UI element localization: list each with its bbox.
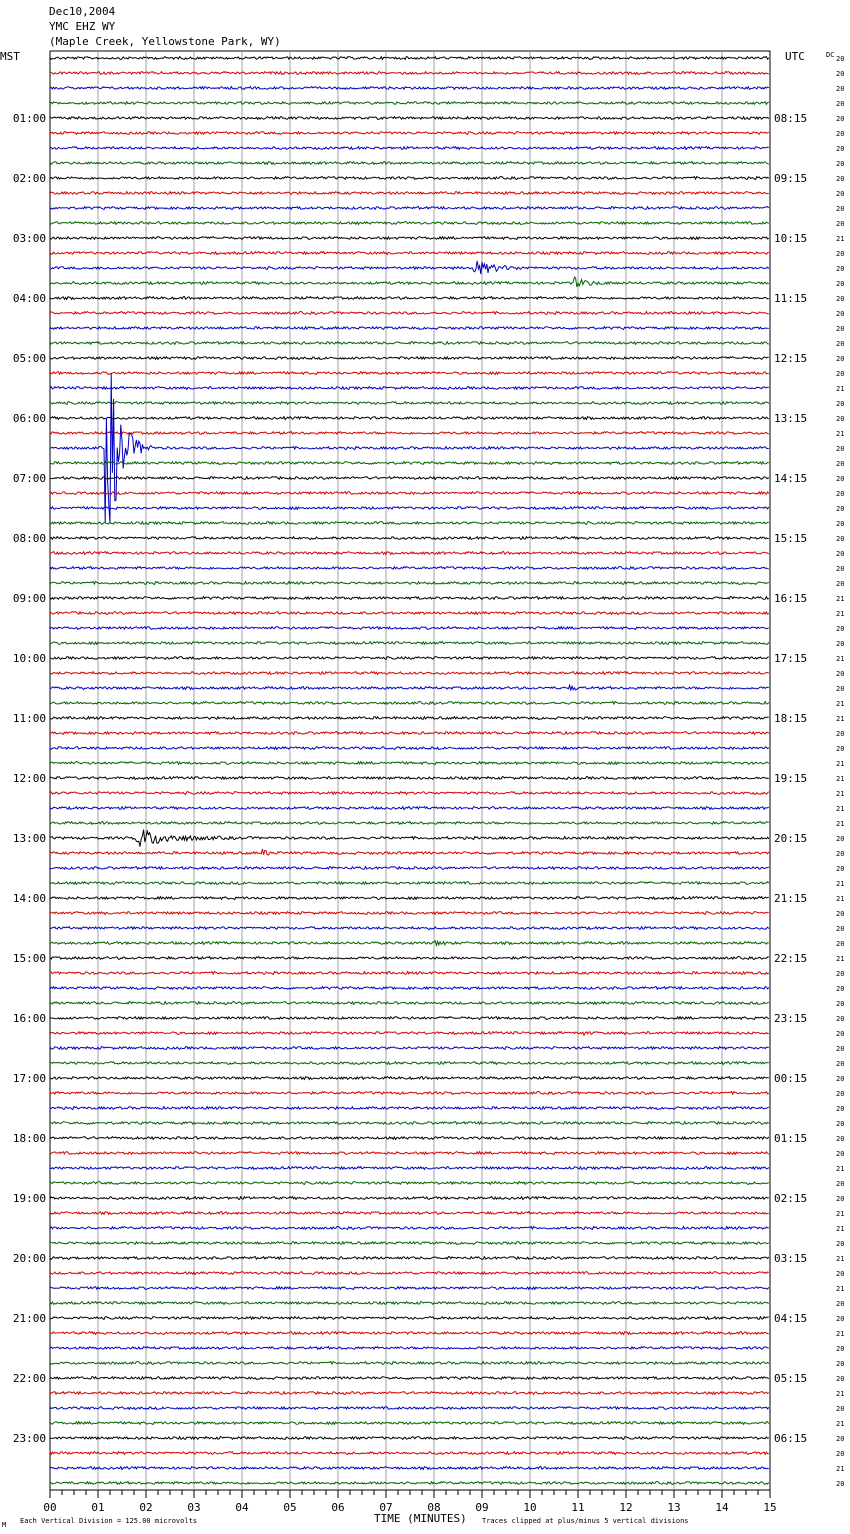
dc-offset-label: 21 [836,790,845,798]
seismic-trace [50,357,769,360]
right-hour-label: 20:15 [774,832,808,845]
seismic-trace [50,1482,769,1485]
dc-offset-label: 20 [836,205,845,213]
seismic-trace [50,237,769,240]
seismic-trace [50,372,769,375]
seismic-trace [50,417,769,420]
right-hour-label: 06:15 [774,1432,808,1445]
x-tick-label: 02 [139,1501,153,1514]
seismic-trace [50,717,769,720]
dc-offset-label: 20 [836,1045,845,1053]
right-hour-label: 10:15 [774,232,808,245]
seismic-trace [50,732,769,735]
dc-offset-label: 21 [836,1210,845,1218]
seismic-trace [50,1422,769,1425]
seismic-trace [50,685,769,690]
x-tick-label: 11 [571,1501,585,1514]
dc-offset-label: 20 [836,1435,845,1443]
seismic-trace [50,207,769,210]
seismic-trace [50,432,769,435]
seismic-trace [50,1272,769,1275]
dc-offset-label: 21 [836,805,845,813]
seismic-trace [50,477,769,480]
seismic-trace [50,373,769,523]
dc-offset-label: 20 [836,550,845,558]
dc-offset-label: 20 [836,985,845,993]
dc-offset-label: 20 [836,280,845,288]
dc-offset-label: 21 [836,760,845,768]
seismic-trace [50,1122,769,1125]
left-hour-label: 15:00 [12,952,46,965]
seismic-trace [50,261,769,274]
left-hour-label: 14:00 [12,892,46,905]
seismic-trace [50,252,769,255]
dc-offset-label: 20 [836,1375,845,1383]
seismic-trace [50,1302,769,1305]
right-hour-label: 23:15 [774,1012,808,1025]
left-hour-label: 12:00 [12,772,46,785]
dc-offset-label: 20 [836,1270,845,1278]
dc-offset-label: 20 [836,910,845,918]
seismic-trace [50,1062,769,1065]
dc-offset-label: 20 [836,1060,845,1068]
right-hour-label: 00:15 [774,1072,808,1085]
dc-offset-label: 20 [836,190,845,198]
left-hour-label: 08:00 [12,532,46,545]
seismic-trace [50,72,769,75]
seismic-trace [50,582,769,585]
right-hour-label: 05:15 [774,1372,808,1385]
left-hour-label: 03:00 [12,232,46,245]
dc-offset-label: 20 [836,85,845,93]
dc-offset-label: 20 [836,55,845,63]
dc-offset-label: 20 [836,1105,845,1113]
seismic-trace [50,777,769,780]
seismic-trace [50,402,769,405]
seismic-trace [50,327,769,330]
seismic-trace [50,597,769,600]
dc-offset-label: 20 [836,115,845,123]
right-hour-label: 02:15 [774,1192,808,1205]
seismic-trace [50,1347,769,1350]
x-tick-label: 07 [379,1501,393,1514]
dc-offset-label: 20 [836,160,845,168]
dc-offset-label: 20 [836,1030,845,1038]
left-hour-label: 05:00 [12,352,46,365]
right-hour-label: 22:15 [774,952,808,965]
x-tick-label: 01 [91,1501,105,1514]
seismic-trace [50,612,769,615]
right-hour-label: 15:15 [774,532,808,545]
dc-offset-label: 20 [836,325,845,333]
header-date: Dec10,2004 [49,5,116,18]
seismic-trace [50,941,769,946]
x-tick-label: 06 [331,1501,345,1514]
dc-offset-label: 20 [836,1480,845,1488]
clip-note: Traces clipped at plus/minus 5 vertical divisions [482,1517,689,1525]
left-hour-label: 16:00 [12,1012,46,1025]
seismic-trace [50,957,769,960]
seismic-trace [50,642,769,645]
dc-offset-label: 21 [836,895,845,903]
dc-offset-label: 20 [836,565,845,573]
left-hour-label: 22:00 [12,1372,46,1385]
left-hour-label: 17:00 [12,1072,46,1085]
seismic-trace [50,1167,769,1170]
seismic-trace [50,57,769,60]
seismic-trace [50,222,769,225]
dc-offset-label: 21 [836,1465,845,1473]
left-hour-label: 02:00 [12,172,46,185]
seismic-trace [50,297,769,300]
right-hour-labels [774,112,807,1445]
seismic-trace [50,987,769,990]
seismic-trace [50,627,769,630]
dc-offset-label: 21 [836,1330,845,1338]
left-hour-label: 20:00 [12,1252,46,1265]
dc-offset-label: 20 [836,130,845,138]
dc-offset-label: 20 [836,730,845,738]
dc-offset-label: 20 [836,355,845,363]
seismic-trace [50,1212,769,1215]
dc-offset-label: 20 [836,1315,845,1323]
x-axis-title: TIME (MINUTES) [374,1512,467,1525]
seismic-trace [50,507,769,510]
seismic-trace [50,312,769,315]
dc-offset-label: 20 [836,445,845,453]
dc-offset-label: 20 [836,505,845,513]
seismic-trace [50,849,769,855]
dc-offset-label: 20 [836,1090,845,1098]
dc-label: DC [826,51,835,59]
seismic-trace [50,177,769,180]
dc-offset-label: 20 [836,1240,845,1248]
dc-offset-label: 20 [836,490,845,498]
seismic-trace [50,762,769,765]
seismic-trace [50,1392,769,1395]
dc-offset-label: 20 [836,835,845,843]
left-hour-label: 21:00 [12,1312,46,1325]
seismic-trace [50,807,769,810]
left-hour-label: 09:00 [12,592,46,605]
seismic-trace [50,552,769,555]
seismic-trace [50,537,769,540]
dc-offset-label: 20 [836,370,845,378]
seismic-trace [50,117,769,120]
x-tick-label: 04 [235,1501,249,1514]
dc-offset-label: 20 [836,1075,845,1083]
seismic-trace [50,702,769,705]
dc-offset-label: 20 [836,670,845,678]
seismic-trace [50,1197,769,1200]
right-hour-label: 09:15 [774,172,808,185]
dc-offset-label: 20 [836,100,845,108]
seismic-trace [50,1092,769,1095]
x-tick-label: 14 [715,1501,729,1514]
right-hour-label: 16:15 [774,592,808,605]
dc-offset-label: 21 [836,385,845,393]
seismic-trace [50,1227,769,1230]
dc-offset-label: 21 [836,1165,845,1173]
right-hour-label: 17:15 [774,652,808,665]
right-hour-label: 21:15 [774,892,808,905]
seismic-trace [50,1377,769,1380]
dc-offset-label: 20 [836,1180,845,1188]
x-tick-label: 10 [523,1501,537,1514]
dc-offset-label: 20 [836,340,845,348]
dc-offset-labels [836,55,844,1488]
seismic-trace [50,897,769,900]
x-axis [43,1490,776,1514]
seismic-trace [50,102,769,105]
dc-offset-label: 21 [836,820,845,828]
seismic-trace [50,792,769,795]
left-hour-label: 10:00 [12,652,46,665]
seismic-trace [50,162,769,165]
seismic-trace [50,1152,769,1155]
dc-offset-label: 20 [836,940,845,948]
seismic-trace [50,387,769,390]
dc-offset-label: 20 [836,220,845,228]
seismic-trace [50,1242,769,1245]
right-hour-label: 01:15 [774,1132,808,1145]
seismic-trace [50,1002,769,1005]
seismic-trace [50,1107,769,1110]
dc-offset-label: 20 [836,1120,845,1128]
seismic-trace [50,1077,769,1080]
right-axis-title: UTC [785,50,805,63]
left-hour-label: 07:00 [12,472,46,485]
seismic-trace [50,672,769,675]
dc-offset-label: 21 [836,430,845,438]
dc-offset-label: 20 [836,1150,845,1158]
left-hour-label: 23:00 [12,1432,46,1445]
seismic-trace [50,657,769,660]
dc-offset-label: 20 [836,70,845,78]
dc-offset-label: 20 [836,1405,845,1413]
seismic-trace [50,1317,769,1320]
left-hour-label: 11:00 [12,712,46,725]
seismic-trace [50,1182,769,1185]
seismic-trace [50,277,769,287]
x-tick-label: 08 [427,1501,441,1514]
seismic-trace [50,1287,769,1290]
dc-offset-label: 20 [836,265,845,273]
right-hour-label: 12:15 [774,352,808,365]
dc-offset-label: 20 [836,1135,845,1143]
dc-offset-label: 21 [836,715,845,723]
seismic-trace [50,192,769,195]
seismic-trace [50,1452,769,1455]
dc-offset-label: 21 [836,955,845,963]
scale-note: Each Vertical Division = 125.00 microvolts [20,1517,198,1525]
dc-offset-label: 21 [836,235,845,243]
dc-offset-label: 20 [836,1015,845,1023]
seismic-trace [50,1332,769,1335]
left-hour-label: 06:00 [12,412,46,425]
dc-offset-label: 20 [836,295,845,303]
x-tick-label: 15 [763,1501,777,1514]
dc-offset-label: 20 [836,970,845,978]
seismic-trace [50,1032,769,1036]
dc-offset-label: 20 [836,460,845,468]
dc-offset-label: 20 [836,745,845,753]
dc-offset-label: 20 [836,250,845,258]
dc-offset-label: 20 [836,1000,845,1008]
right-hour-label: 19:15 [774,772,808,785]
dc-offset-label: 20 [836,925,845,933]
right-hour-label: 18:15 [774,712,808,725]
dc-offset-label: 21 [836,1255,845,1263]
dc-offset-label: 20 [836,865,845,873]
dc-offset-label: 20 [836,625,845,633]
seismic-trace [50,1467,769,1470]
seismic-trace [50,972,769,975]
dc-offset-label: 20 [836,415,845,423]
seismic-trace [50,132,769,135]
dc-offset-label: 21 [836,880,845,888]
left-hour-label: 18:00 [12,1132,46,1145]
dc-offset-label: 21 [836,775,845,783]
x-tick-label: 09 [475,1501,489,1514]
dc-offset-label: 20 [836,850,845,858]
seismic-trace [50,462,769,465]
seismic-trace [50,1362,769,1365]
dc-offset-label: 20 [836,175,845,183]
right-hour-label: 14:15 [774,472,808,485]
seismic-trace [50,147,769,150]
seismic-trace [50,1017,769,1020]
right-hour-label: 13:15 [774,412,808,425]
left-hour-label: 01:00 [12,112,46,125]
left-hour-label: 13:00 [12,832,46,845]
seismic-trace [50,1257,769,1260]
seismic-trace [50,1047,769,1050]
x-tick-label: 13 [667,1501,681,1514]
dc-offset-label: 21 [836,1225,845,1233]
seismic-trace [50,342,769,345]
dc-offset-label: 20 [836,1195,845,1203]
dc-offset-label: 21 [836,1420,845,1428]
dc-offset-label: 20 [836,685,845,693]
right-hour-label: 11:15 [774,292,808,305]
left-hour-label: 19:00 [12,1192,46,1205]
dc-offset-label: 21 [836,595,845,603]
seismic-trace [50,830,769,847]
dc-offset-label: 20 [836,1360,845,1368]
seismic-trace [50,912,769,915]
dc-offset-label: 20 [836,535,845,543]
header-location: (Maple Creek, Yellowstone Park, WY) [49,35,281,48]
seismic-trace [50,1407,769,1410]
dc-offset-label: 20 [836,580,845,588]
seismic-trace [50,747,769,750]
x-tick-label: 03 [187,1501,201,1514]
left-axis-title: MST [0,50,20,63]
seismic-trace [50,927,769,930]
x-tick-label: 12 [619,1501,633,1514]
dc-offset-label: 21 [836,610,845,618]
right-hour-label: 08:15 [774,112,808,125]
dc-offset-label: 21 [836,655,845,663]
dc-offset-label: 20 [836,1345,845,1353]
right-hour-label: 04:15 [774,1312,808,1325]
header-station: YMC EHZ WY [49,20,116,33]
left-hour-labels [13,112,46,1445]
dc-offset-label: 20 [836,310,845,318]
seismic-trace [50,567,769,570]
left-hour-label: 04:00 [12,292,46,305]
seismic-trace [50,492,769,495]
dc-offset-label: 21 [836,1285,845,1293]
dc-offset-label: 20 [836,400,845,408]
seismic-trace [50,867,769,870]
dc-offset-label: 20 [836,640,845,648]
dc-offset-label: 21 [836,1390,845,1398]
seismic-trace [50,87,769,90]
seismic-trace [50,1437,769,1440]
x-tick-label: 05 [283,1501,297,1514]
seismic-trace [50,822,769,825]
dc-offset-label: 20 [836,145,845,153]
dc-offset-label: 21 [836,700,845,708]
x-tick-label: 00 [43,1501,57,1514]
seismic-trace [50,522,769,525]
right-hour-label: 03:15 [774,1252,808,1265]
dc-offset-label: 20 [836,475,845,483]
seismic-trace [50,882,769,885]
corner-mark: M [2,1521,7,1529]
dc-offset-label: 20 [836,1300,845,1308]
dc-offset-label: 20 [836,520,845,528]
trace-group [50,57,769,1485]
dc-offset-label: 20 [836,1450,845,1458]
seismic-trace [50,1137,769,1140]
